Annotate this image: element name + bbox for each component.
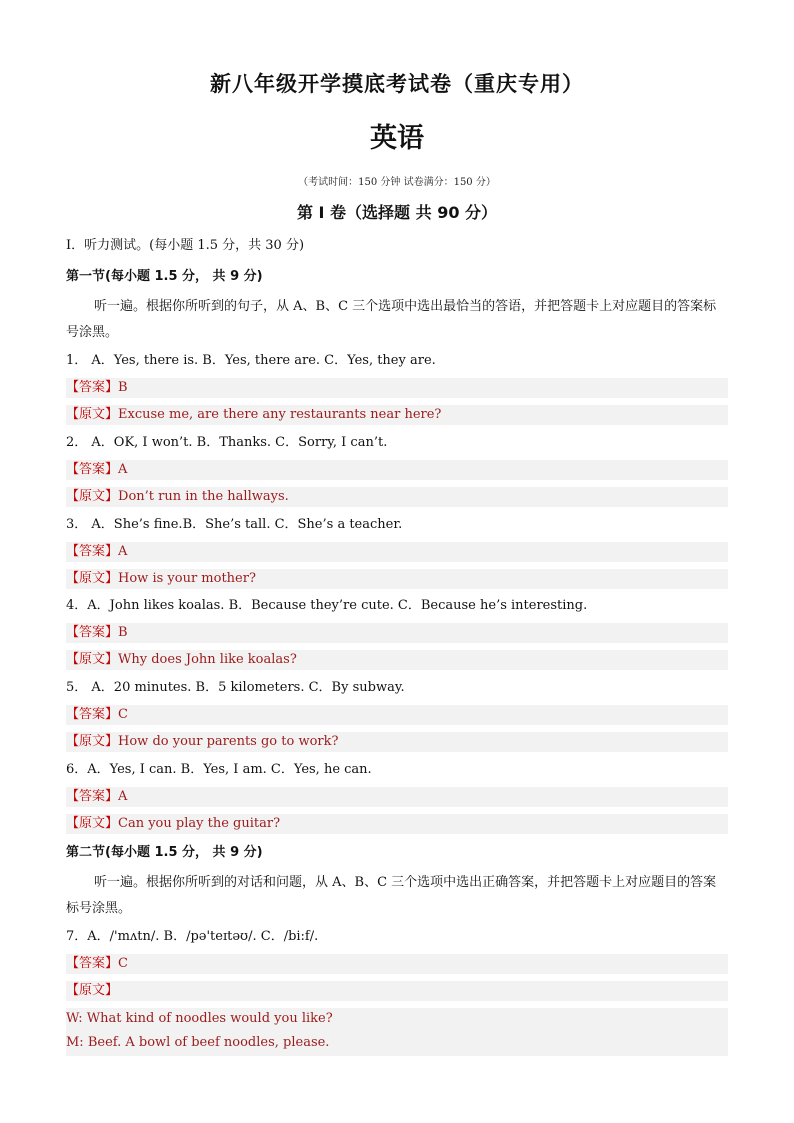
answer-tag: 【答案】 [66,789,119,804]
answer-row-6 [66,787,728,807]
source-tag: 【原文】 [66,489,119,504]
source-row-6 [66,814,728,834]
source-tag: 【原文】 [66,734,119,749]
section1-instruction: 听一遍。根据你所听到的句子，从 A、B、C 三个选项中选出最恰当的答语，并把答题卡上对应题目的答案标号涂黑。 [66,299,717,340]
exam-meta: （考试时间：150 分钟 试卷满分：150 分） [298,177,496,188]
section2-title: 第二节(每小题 1.5 分， 共 9 分) [66,845,263,860]
source-text: Can you play the guitar? [118,816,281,831]
answer-value: C [118,707,128,722]
source-tag: 【原文】 [66,571,119,586]
source-tag: 【原文】 [66,652,119,667]
question-5: 5． A．20 minutes. B．5 kilometers. C．By subway. [66,680,405,695]
part-title: Ⅰ．听力测试。(每小题 1.5 分，共 30 分) [66,238,305,253]
answer-value: A [118,789,128,804]
answer-row-1 [66,378,728,398]
source-row-3 [66,569,728,589]
volume-heading: 第 I 卷（选择题 共 90 分） [296,203,498,222]
subject-heading: 英语 [370,123,424,154]
source-tag: 【原文】 [66,407,119,422]
answer-row-2 [66,460,728,480]
source-tag: 【原文】 [66,983,119,998]
answer-row-4 [66,623,728,643]
question-2: 2． A．OK, I won’t. B．Thanks. C．Sorry, I can’t. [66,435,388,450]
answer-row-5 [66,705,728,725]
source-row-7 [66,981,728,1001]
question-1: 1． A．Yes, there is. B．Yes, there are. C．Yes, they are. [66,353,436,368]
dialogue-line-1: W: What kind of noodles would you like? [66,1008,728,1032]
answer-tag: 【答案】 [66,380,119,395]
answer-row-3 [66,542,728,562]
section2-instruction: 听一遍。根据你所听到的对话和问题，从 A、B、C 三个选项中选出正确答案，并把答题卡上对应题目的答案标号涂黑。 [66,875,717,916]
answer-tag: 【答案】 [66,707,119,722]
section1-title: 第一节(每小题 1.5 分， 共 9 分) [66,269,263,284]
answer-tag: 【答案】 [66,544,119,559]
source-text: How do your parents go to work? [118,734,339,749]
question-7: 7．A．/'mʌtn/. B．/pə'teɪtəʊ/. C．/bi:f/. [66,929,319,944]
source-text: How is your mother? [118,571,256,586]
source-row-5 [66,732,728,752]
answer-row-7 [66,954,728,974]
answer-tag: 【答案】 [66,625,119,640]
question-3: 3． A．She’s fine.B．She’s tall. C．She’s a teacher. [66,517,403,532]
answer-value: B [118,380,128,395]
source-row-2 [66,487,728,507]
answer-value: A [118,462,128,477]
answer-value: C [118,956,128,971]
exam-title: 新八年级开学摸底考试卷（重庆专用） [210,72,584,96]
source-text: Why does John like koalas? [118,652,297,667]
question-4: 4．A．John likes koalas. B．Because they’re cute. C．Because he’s interesting. [66,598,588,613]
question-6: 6．A．Yes, I can. B．Yes, I am. C．Yes, he can. [66,762,372,777]
answer-value: B [118,625,128,640]
source-text: Excuse me, are there any restaurants near here? [118,407,442,422]
source-row-1 [66,405,728,425]
answer-value: A [118,544,128,559]
source-row-4 [66,650,728,670]
dialogue-line-2: M: Beef. A bowl of beef noodles, please. [66,1032,728,1056]
source-text: Don’t run in the hallways. [118,489,289,504]
answer-tag: 【答案】 [66,956,119,971]
source-tag: 【原文】 [66,816,119,831]
answer-tag: 【答案】 [66,462,119,477]
